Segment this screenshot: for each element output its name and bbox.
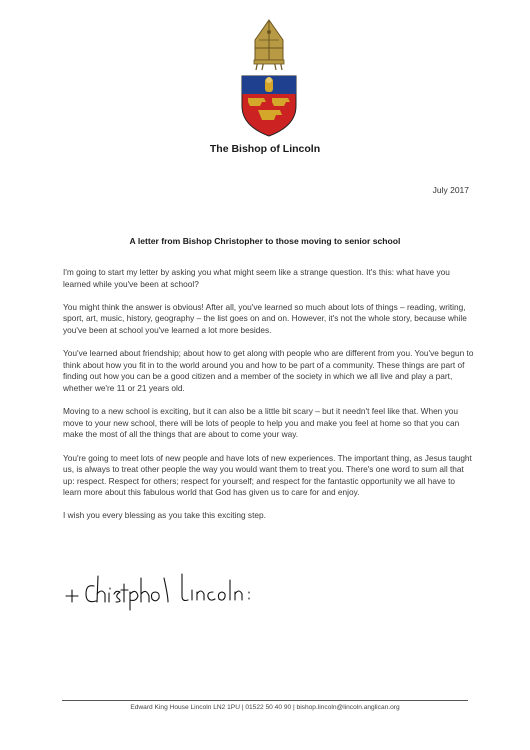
paragraph: You're going to meet lots of new people and have lots of new experiences. The important thing, as Jesus taught us, is always to treat other people the way you would want them to treat you. There's one word to sum all that up: respect. Respect for others; respect for yourself; and respect for the fantastic opportunity we all have to learn more about this fabulous world that God has given us to care for and enjoy. bbox=[63, 452, 472, 498]
shield-icon bbox=[242, 76, 296, 136]
paragraph: You might think the answer is obvious! After all, you've learned so much about lots of things – reading, writing, sport, art, music, history, geography – the list goes on and on. However, it's not the whole story, because while you've been at school you've learned a lot more besides. bbox=[63, 301, 467, 335]
paragraph: Moving to a new school is exciting, but it can also be a little bit scary – but it needn't feel like that. When you move to your new school, there will be lots of people to help you and make you feel at home so that you can make the most of all the things that are about to come your way. bbox=[63, 406, 460, 440]
letter-date: July 2017 bbox=[432, 185, 469, 195]
footer-divider bbox=[62, 700, 468, 701]
diocese-crest-logo bbox=[238, 18, 300, 138]
page-title: The Bishop of Lincoln bbox=[209, 143, 321, 155]
mitre-icon bbox=[254, 20, 284, 70]
handwritten-signature bbox=[64, 566, 284, 612]
paragraph: I'm going to start my letter by asking you what might seem like a strange question. It's this: what have you learned while you've been at school? bbox=[63, 267, 450, 289]
letter-title: A letter from Bishop Christopher to those moving to senior school bbox=[129, 236, 401, 246]
letter-body bbox=[63, 267, 475, 534]
paragraph: I wish you every blessing as you take this exciting step. bbox=[63, 510, 266, 521]
footer-address: Edward King House Lincoln LN2 1PU | 01522 50 40 90 | bishop.lincoln@lincoln.anglican.org bbox=[130, 704, 400, 711]
paragraph: You've learned about friendship; about how to get along with people who are different from you. You've begun to think about how you fit in to the world around you and how to be part of a community. These things are part of finding out how you can be a good citizen and a member of the society in which we all live and play a part, whether we're 11 or 21 years old. bbox=[63, 348, 474, 393]
